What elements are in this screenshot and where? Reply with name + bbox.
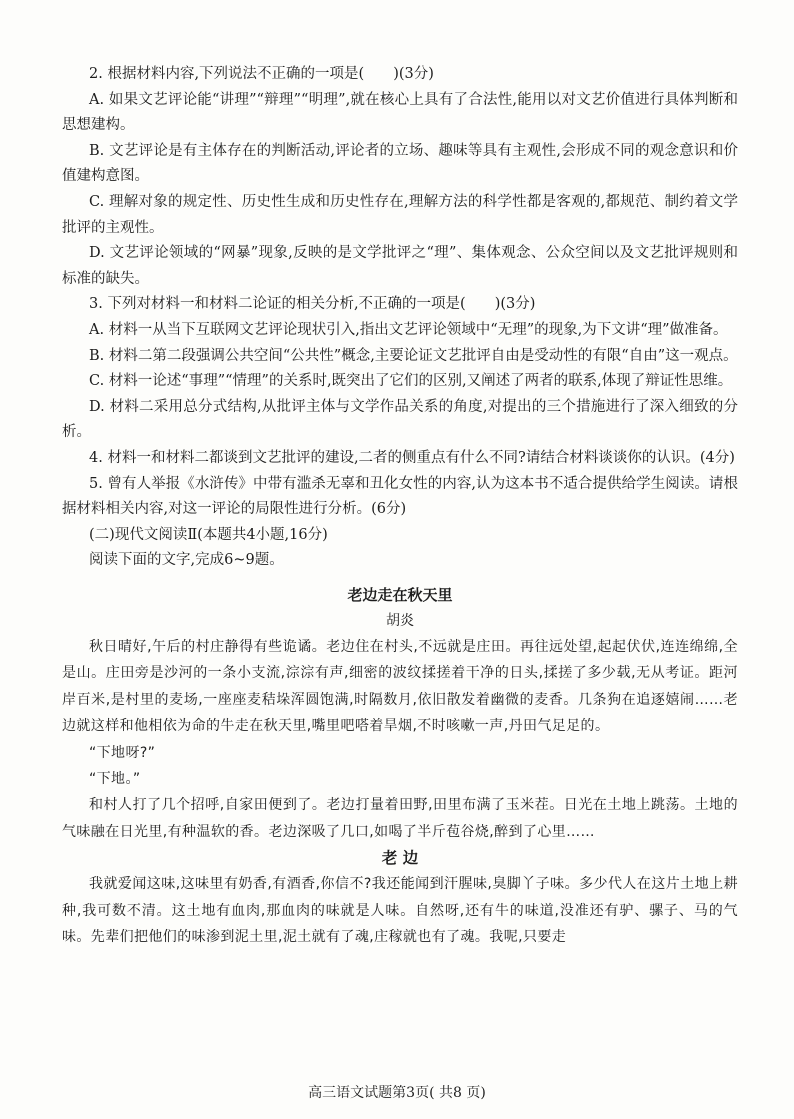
story-author: 胡炎 xyxy=(386,612,414,629)
question-2-option-d: D. 文艺评论领域的“网暴”现象,反映的是文学批评之“理”、集体观念、公众空间以及文艺批评规则和标准的缺失。 xyxy=(62,245,738,287)
question-2-option-c: C. 理解对象的规定性、历史性生成和历史性存在,理解方法的科学性都是客观的,都规范、制约着文学批评的主观性。 xyxy=(62,193,738,236)
story-paragraph-1: 秋日晴好,午后的村庄静得有些诡谲。老边住在村头,不远就是庄田。再往远处望,起起伏伏,连连绵绵,全是山。庄田旁是沙河的一条小支流,淙淙有声,细密的波纹揉搓着干净的日头,揉搓了多少载,无从考证。距河岸百米,是村里的麦场,一座座麦秸垛浑圆饱满,时隔数月,依旧散发着幽微的麦香。几条狗在追逐嬉闹……老边就这样和他相依为命的牛走在秋天里,嘴里吧嗒着旱烟,不时咳嗽一声,丹田气足足的。 xyxy=(62,638,738,735)
story-dialogue-2: “下地。” xyxy=(89,770,141,787)
story-dialogue-1: “下地呀?” xyxy=(89,744,156,761)
story-subheading: 老 边 xyxy=(381,848,419,868)
section-instruction: 阅读下面的文字,完成6~9题。 xyxy=(89,552,284,569)
question-3-option-d: D. 材料二采用总分式结构,从批评主体与文学作品关系的角度,对提出的三个措施进行了深入细致的分析。 xyxy=(62,398,738,441)
story-title: 老边走在秋天里 xyxy=(347,585,453,604)
section-heading: (二)现代文阅读Ⅱ(本题共4小题,16分) xyxy=(89,526,328,543)
question-5: 5. 曾有人举报《水浒传》中带有滥杀无辜和丑化女性的内容,认为这本书不适合提供给学生阅读。请根据材料相关内容,对这一评论的局限性进行分析。(6分) xyxy=(62,475,738,518)
story-paragraph-3: 我就爱闻这味,这味里有奶香,有酒香,你信不?我还能闻到汗腥味,臭脚丫子味。多少代人在这片土地上耕种,我可数不清。这土地有血肉,那血肉的味就是人味。自然呀,还有牛的味道,没准还有驴、骡子、马的气味。先辈们把他们的味渗到泥土里,泥土就有了魂,庄稼就也有了魂。我呢,只要走 xyxy=(62,876,738,945)
question-2-option-a: A. 如果文艺评论能“讲理”“辩理”“明理”,就在核心上具有了合法性,能用以对文艺价值进行具体判断和思想建构。 xyxy=(62,91,738,134)
question-3-stem: 3. 下列对材料一和材料二论证的相关分析,不正确的一项是( )(3分) xyxy=(89,296,536,313)
page-footer: 高三语文试题第3页( 共8 页) xyxy=(308,1085,486,1101)
question-3-option-b: B. 材料二第二段强调公共空间“公共性”概念,主要论证文艺批评自由是受动性的有限“自由”这一观点。 xyxy=(89,347,738,364)
page-content xyxy=(62,62,738,950)
question-3-option-a: A. 材料一从当下互联网文艺评论现状引入,指出文艺评论领域中“无理”的现象,为下文讲“理”做准备。 xyxy=(89,321,728,338)
question-2-stem: 2. 根据材料内容,下列说法不正确的一项是( )(3分) xyxy=(89,66,434,82)
story-paragraph-2: 和村人打了几个招呼,自家田便到了。老边打量着田野,田里布满了玉米茬。日光在土地上跳荡。土地的气味融在日光里,有种温软的香。老边深吸了几口,如喝了半斤苞谷烧,醉到了心里…… xyxy=(62,797,738,840)
question-2-option-b: B. 文艺评论是有主体存在的判断活动,评论者的立场、趣味等具有主观性,会形成不同的观念意识和价值建构意图。 xyxy=(62,142,738,185)
question-4: 4. 材料一和材料二都谈到文艺批评的建设,二者的侧重点有什么不同?请结合材料谈谈你的认识。(4分) xyxy=(89,449,735,466)
question-3-option-c: C. 材料一论述“事理”“情理”的关系时,既突出了它们的区别,又阐述了两者的联系,体现了辩证性思维。 xyxy=(89,373,733,390)
